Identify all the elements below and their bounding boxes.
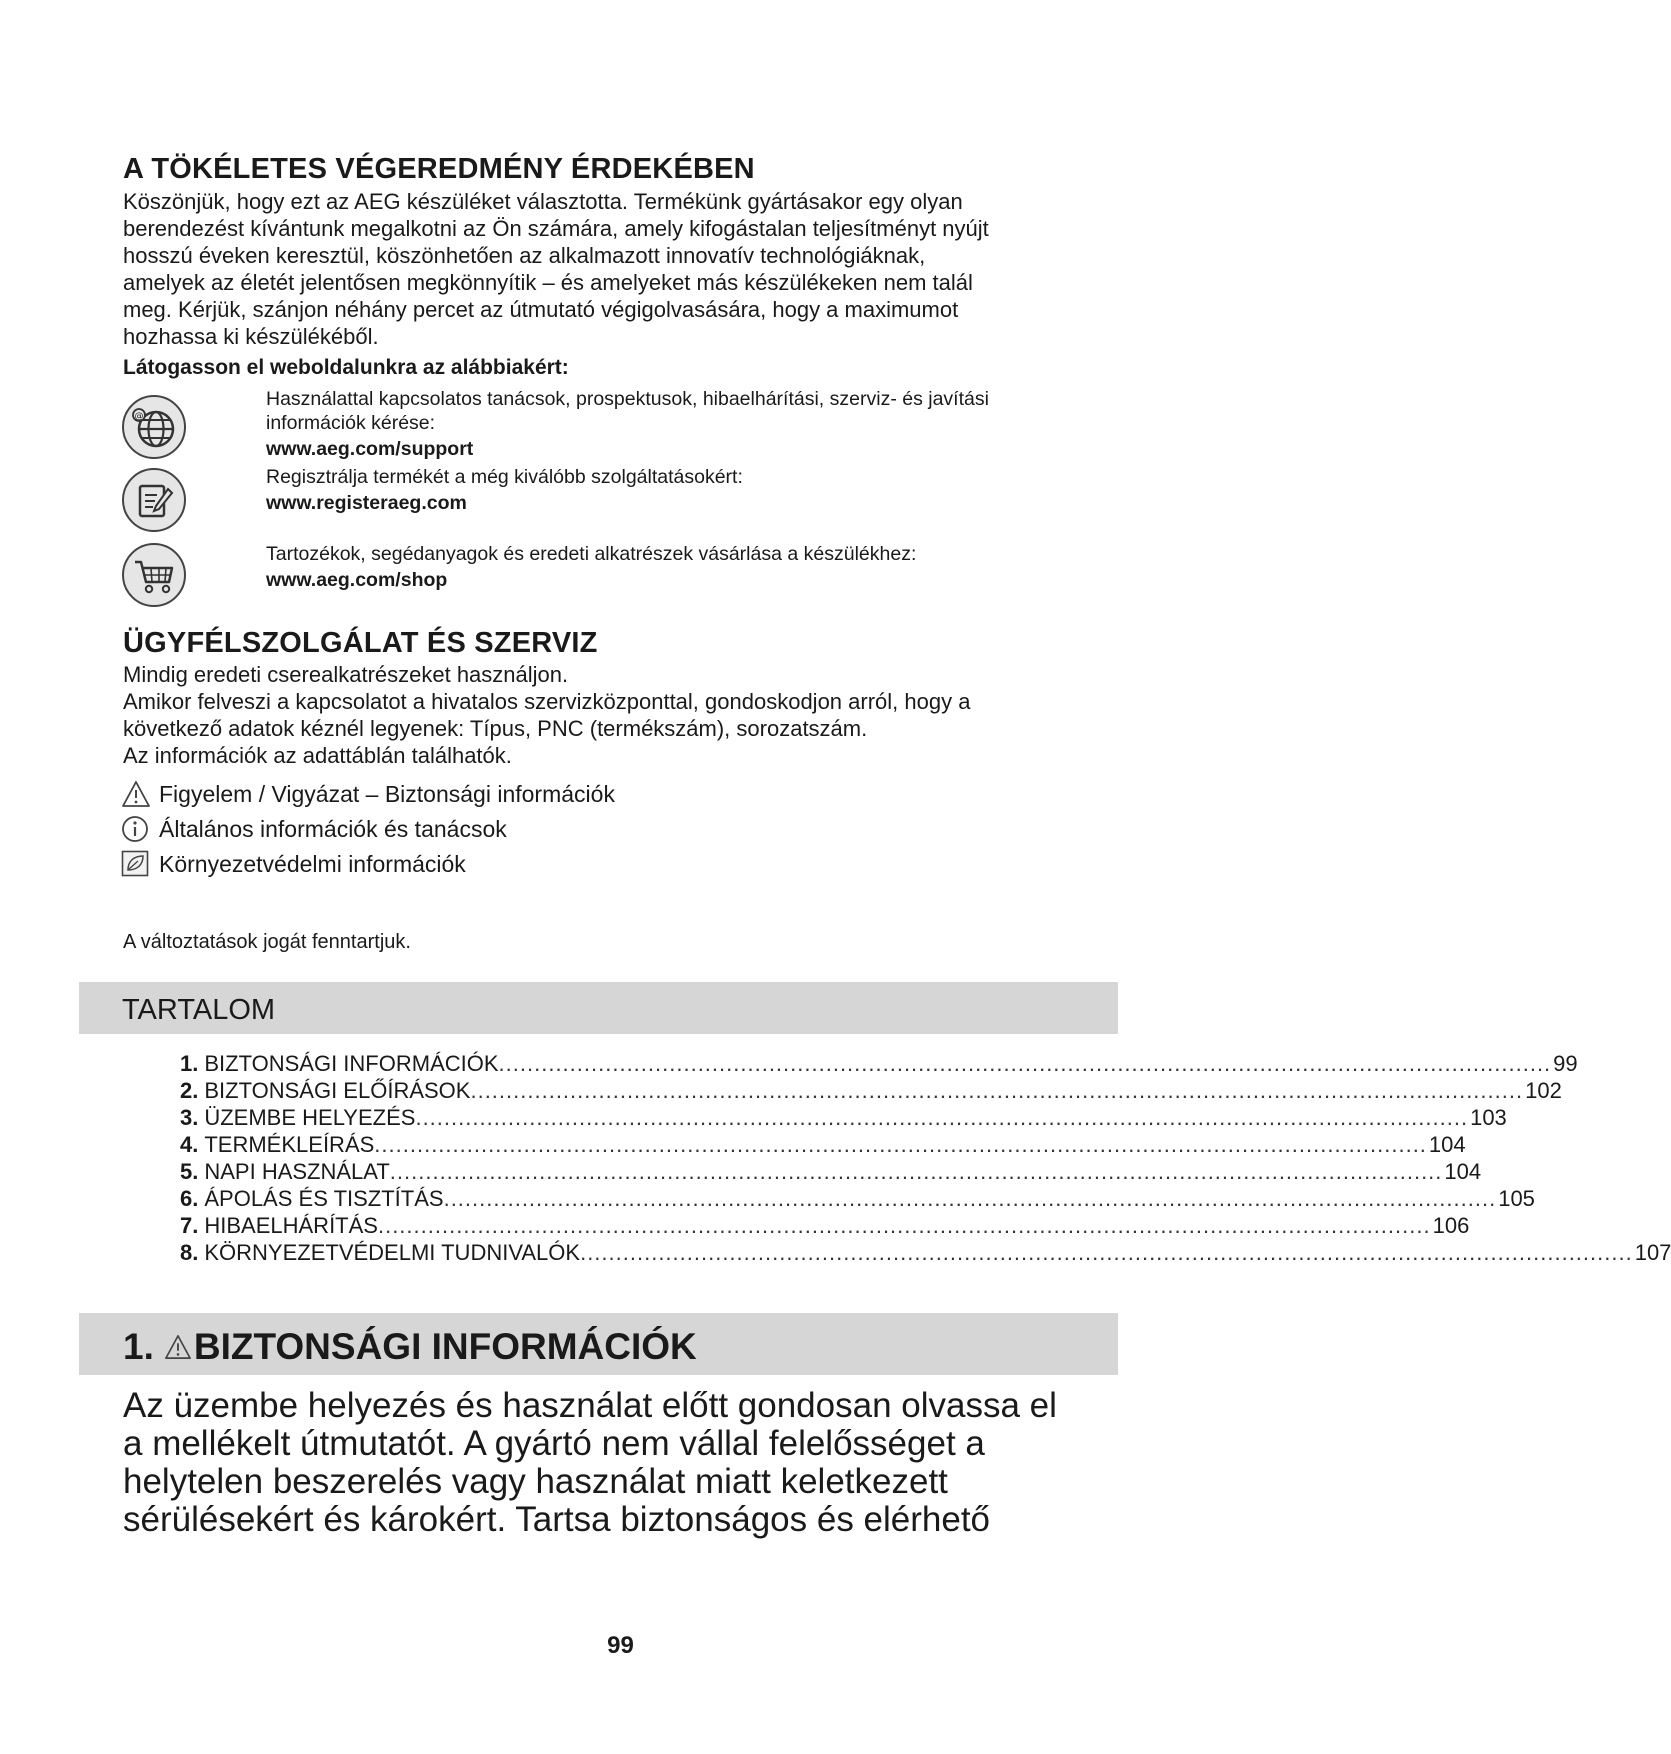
warning-icon bbox=[164, 1334, 192, 1360]
toc-leader: .................................................................................................................................................... bbox=[415, 1105, 1469, 1130]
toc-item-page: 102 bbox=[1525, 1078, 1562, 1103]
section1-line: a mellékelt útmutatót. A gyártó nem vállal felelősséget a bbox=[123, 1424, 985, 1463]
toc-item-number: 7. bbox=[180, 1213, 199, 1238]
toc-item-label: NAPI HASZNÁLAT bbox=[204, 1159, 390, 1184]
toc-item-number: 1. bbox=[180, 1051, 199, 1076]
section1-line: Az üzembe helyezés és használat előtt gondosan olvassa el bbox=[123, 1386, 1057, 1425]
shop-url-link[interactable]: www.aeg.com/shop bbox=[266, 569, 448, 591]
section1-number: 1. bbox=[123, 1326, 154, 1367]
toc-item-number: 4. bbox=[180, 1132, 199, 1157]
toc-leader: .................................................................................................................................................... bbox=[443, 1186, 1497, 1211]
toc-item[interactable] bbox=[180, 1132, 1466, 1160]
toc-item[interactable] bbox=[180, 1078, 1562, 1106]
register-icon bbox=[121, 467, 187, 533]
legend-warning bbox=[121, 780, 615, 808]
section1-heading bbox=[123, 1326, 697, 1368]
link-description: Használattal kapcsolatos tanácsok, prospektusok, hibaelhárítási, szerviz- és javítási bbox=[266, 388, 989, 410]
page-number: 99 bbox=[607, 1632, 634, 1659]
toc-item-page: 99 bbox=[1553, 1051, 1578, 1076]
toc-item-label: ÜZEMBE HELYEZÉS bbox=[204, 1105, 416, 1130]
toc-item-label: TERMÉKLEÍRÁS bbox=[204, 1132, 375, 1157]
legend-text: Figyelem / Vigyázat – Biztonsági információk bbox=[159, 780, 615, 807]
support-url-link[interactable]: www.aeg.com/support bbox=[266, 438, 474, 460]
toc-item-page: 106 bbox=[1432, 1213, 1470, 1238]
toc-item-label: ÁPOLÁS ÉS TISZTÍTÁS bbox=[204, 1186, 444, 1211]
toc-item[interactable] bbox=[180, 1051, 1578, 1079]
link-description: Regisztrálja termékét a még kiválóbb szolgáltatásokért: bbox=[266, 466, 743, 488]
intro-title: A TÖKÉLETES VÉGEREDMÉNY ÉRDEKÉBEN bbox=[123, 153, 755, 185]
changes-note: A változtatások jogát fenntartjuk. bbox=[123, 931, 411, 953]
service-line: következő adatok kéznél legyenek: Típus, PNC (termékszám), sorozatszám. bbox=[123, 716, 868, 741]
link-register bbox=[266, 465, 743, 515]
service-line: Amikor felveszi a kapcsolatot a hivatalos szervizközponttal, gondoskodjon arról, hogy a bbox=[123, 689, 971, 714]
toc-title: TARTALOM bbox=[122, 994, 276, 1026]
legend-environment bbox=[121, 850, 466, 878]
svg-text:@: @ bbox=[134, 411, 144, 422]
intro-paragraph bbox=[123, 188, 1123, 350]
toc-item-page: 104 bbox=[1444, 1159, 1482, 1184]
toc-item-label: KÖRNYEZETVÉDELMI TUDNIVALÓK bbox=[204, 1240, 581, 1265]
toc-item-number: 3. bbox=[180, 1105, 199, 1130]
toc-item[interactable] bbox=[180, 1159, 1482, 1187]
toc-item-page: 104 bbox=[1428, 1132, 1466, 1157]
toc-item[interactable] bbox=[180, 1213, 1470, 1241]
toc-item[interactable] bbox=[180, 1186, 1535, 1214]
toc-item-number: 8. bbox=[180, 1240, 199, 1265]
toc-leader: .................................................................................................................................................... bbox=[377, 1213, 1431, 1238]
intro-line: hozhassa ki készülékéből. bbox=[123, 324, 379, 349]
intro-line: Köszönjük, hogy ezt az AEG készüléket választotta. Termékünk gyártásakor egy olyan bbox=[123, 189, 963, 214]
intro-line: berendezést kívántunk megalkotni az Ön számára, amely kifogástalan teljesítményt nyújt bbox=[123, 216, 989, 241]
section1-title: BIZTONSÁGI INFORMÁCIÓK bbox=[193, 1326, 697, 1367]
toc-item-label: BIZTONSÁGI INFORMÁCIÓK bbox=[204, 1051, 499, 1076]
toc-item-label: BIZTONSÁGI ELŐÍRÁSOK bbox=[204, 1078, 471, 1103]
intro-line: hosszú éveken keresztül, köszönhetően az alkalmazott innovatív technológiáknak, bbox=[123, 243, 926, 268]
service-paragraph bbox=[123, 661, 1123, 769]
link-shop bbox=[266, 542, 916, 592]
toc-leader: .................................................................................................................................................... bbox=[498, 1051, 1552, 1076]
service-line: Mindig eredeti cserealkatrészeket használjon. bbox=[123, 662, 569, 687]
legend-info bbox=[121, 815, 507, 843]
info-icon bbox=[121, 815, 151, 843]
section1-paragraph bbox=[123, 1387, 1123, 1539]
section1-line: sérülésekért és károkért. Tartsa biztonságos és elérhető bbox=[123, 1500, 991, 1539]
toc-leader: .................................................................................................................................................... bbox=[389, 1159, 1443, 1184]
legend-text: Általános információk és tanácsok bbox=[159, 815, 507, 842]
link-description: információk kérése: bbox=[266, 412, 436, 434]
toc-item[interactable] bbox=[180, 1240, 1671, 1268]
toc-item-number: 6. bbox=[180, 1186, 199, 1211]
visit-label: Látogasson el weboldalunkra az alábbiakért: bbox=[123, 356, 569, 379]
intro-line: meg. Kérjük, szánjon néhány percet az útmutató végigolvasására, hogy a maximumot bbox=[123, 297, 959, 322]
link-support bbox=[266, 387, 989, 461]
toc-header-band bbox=[79, 982, 1118, 1034]
toc-item-number: 5. bbox=[180, 1159, 199, 1184]
toc-leader: .................................................................................................................................................... bbox=[374, 1132, 1427, 1157]
toc-leader: .................................................................................................................................................... bbox=[580, 1240, 1633, 1265]
link-description: Tartozékok, segédanyagok és eredeti alkatrészek vásárlása a készülékhez: bbox=[266, 543, 917, 565]
shopping-cart-icon bbox=[121, 542, 187, 608]
toc-item-label: HIBAELHÁRÍTÁS bbox=[204, 1213, 378, 1238]
toc-item[interactable] bbox=[180, 1105, 1507, 1133]
intro-line: amelyek az életét jelentősen megkönnyítik – és amelyeket más készülékeken nem talál bbox=[123, 270, 973, 295]
toc-item-page: 107 bbox=[1634, 1240, 1671, 1265]
warning-icon bbox=[121, 780, 151, 808]
service-line: Az információk az adattáblán találhatók. bbox=[123, 743, 512, 768]
toc-item-page: 103 bbox=[1470, 1105, 1507, 1130]
section1-line: helytelen beszerelés vagy használat miatt keletkezett bbox=[123, 1462, 948, 1501]
toc-leader: .................................................................................................................................................... bbox=[470, 1078, 1524, 1103]
toc-item-page: 105 bbox=[1498, 1186, 1535, 1211]
legend-text: Környezetvédelmi információk bbox=[159, 850, 466, 877]
service-title: ÜGYFÉLSZOLGÁLAT ÉS SZERVIZ bbox=[123, 627, 598, 659]
leaf-icon bbox=[121, 850, 151, 878]
globe-icon bbox=[121, 394, 187, 460]
section1-header-band bbox=[79, 1313, 1118, 1375]
register-url-link[interactable]: www.registeraeg.com bbox=[266, 492, 467, 514]
toc-item-number: 2. bbox=[180, 1078, 199, 1103]
